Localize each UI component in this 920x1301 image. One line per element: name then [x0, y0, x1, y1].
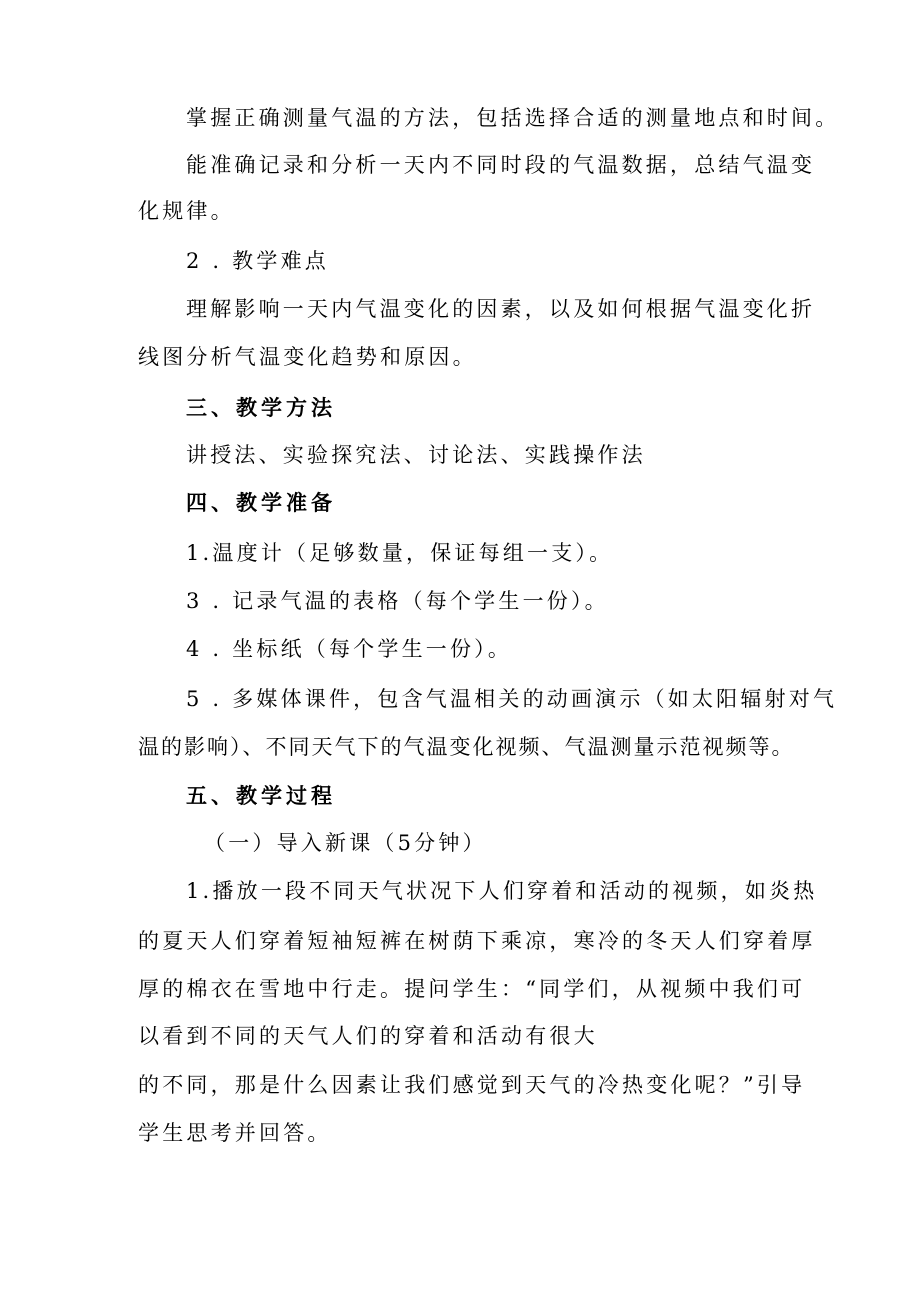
paragraph-line-6: 线图分析气温变化趋势和原因。 — [138, 345, 477, 369]
paragraph-line-17: 1.播放一段不同天气状况下人们穿着和活动的视频，如炎热 — [186, 879, 818, 903]
section-heading-teaching-methods: 三、教学方法 — [186, 395, 336, 420]
paragraph-line-21: 的不同，那是什么因素让我们感觉到天气的冷热变化呢？”引导 — [138, 1073, 806, 1097]
list-item-4: 4 . 坐标纸（每个学生一份）。 — [186, 637, 513, 661]
paragraph-line-19: 厚的棉衣在雪地中行走。提问学生：“同学们，从视频中我们可 — [138, 977, 806, 1001]
paragraph-line-2: 能准确记录和分析一天内不同时段的气温数据，总结气温变 — [186, 153, 816, 177]
section-heading-teaching-process: 五、教学过程 — [186, 783, 336, 808]
paragraph-line-8: 讲授法、实验探究法、讨论法、实践操作法 — [186, 443, 646, 467]
paragraph-line-5: 理解影响一天内气温变化的因素，以及如何根据气温变化折 — [186, 297, 816, 321]
list-item-5-continued: 温的影响）、不同天气下的气温变化视频、气温测量示范视频等。 — [138, 735, 795, 759]
section-heading-teaching-preparation: 四、教学准备 — [186, 490, 336, 515]
list-item-3: 3 . 记录气温的表格（每个学生一份）。 — [186, 589, 609, 613]
subsection-heading-introduction: （一）导入新课（5分钟） — [204, 831, 487, 855]
list-item-5: 5 . 多媒体课件，包含气温相关的动画演示（如太阳辐射对气 — [186, 687, 838, 711]
paragraph-line-3: 化规律。 — [138, 199, 235, 223]
paragraph-line-1: 掌握正确测量气温的方法，包括选择合适的测量地点和时间。 — [186, 106, 840, 130]
list-item-1: 1.温度计（足够数量，保证每组一支）。 — [186, 541, 614, 565]
paragraph-line-22: 学生思考并回答。 — [138, 1121, 332, 1145]
paragraph-line-18: 的夏天人们穿着短袖短裤在树荫下乘凉，寒冷的冬天人们穿着厚 — [138, 929, 816, 953]
subheading-teaching-difficulty: 2 . 教学难点 — [186, 249, 329, 273]
paragraph-line-20: 以看到不同的天气人们的穿着和活动有很大 — [138, 1024, 598, 1048]
